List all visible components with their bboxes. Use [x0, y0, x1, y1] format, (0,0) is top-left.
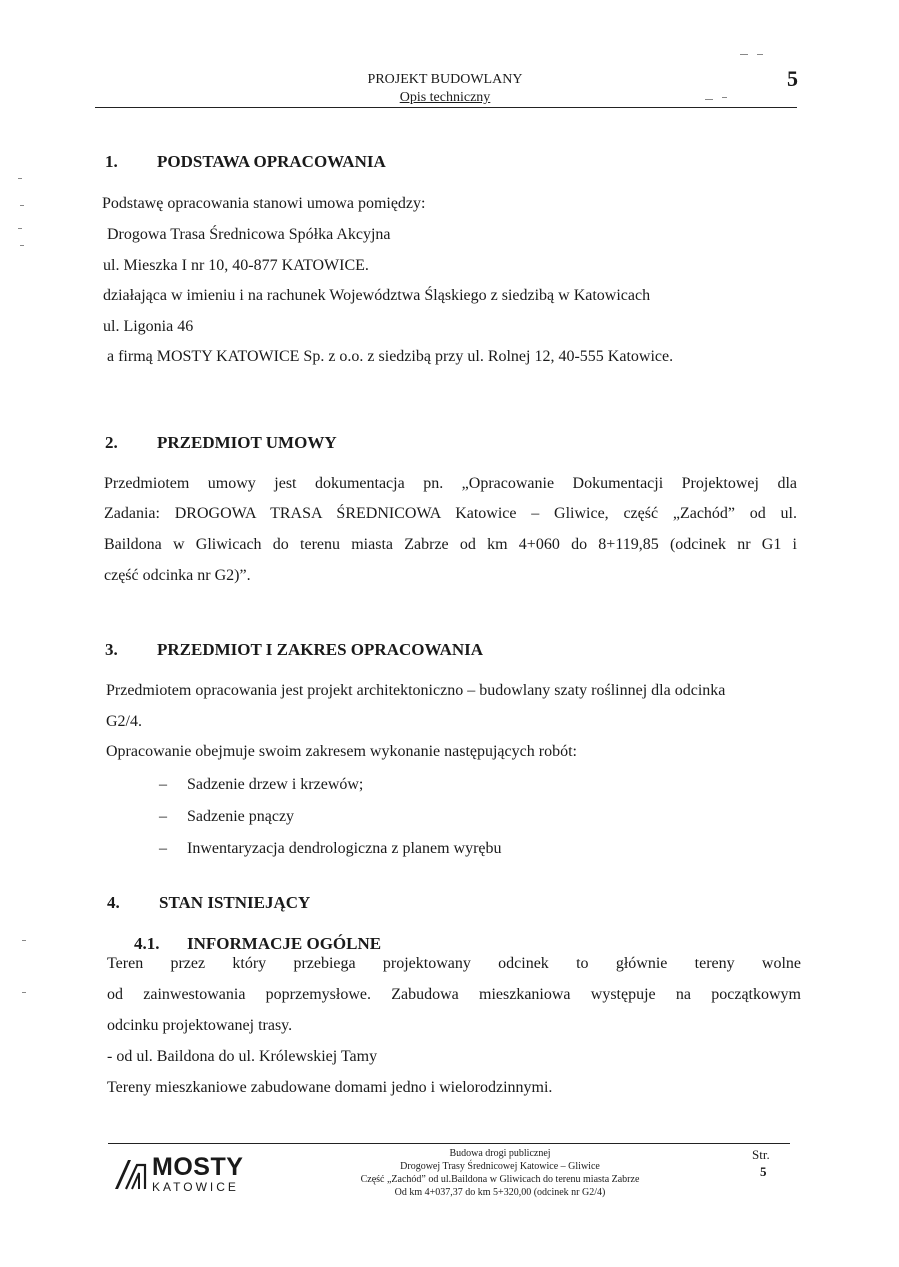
- logo-text: [152, 1155, 243, 1193]
- logo-sub-text: KATOWICE: [152, 1180, 239, 1194]
- section2-title: PRZEDMIOT UMOWY: [157, 433, 337, 452]
- footer-rule: [108, 1143, 790, 1144]
- section4-sub-number: 4.1.: [134, 934, 160, 953]
- scan-mark: [757, 54, 763, 55]
- mosty-logo-icon: [112, 1156, 148, 1192]
- scan-mark: [20, 245, 24, 246]
- section3-number: 3.: [105, 640, 118, 659]
- section3-line-3: Opracowanie obejmuje swoim zakresem wykonanie następujących robót:: [106, 743, 577, 760]
- footer-str-label: Str.: [752, 1147, 770, 1162]
- section4-subheading: [134, 934, 381, 954]
- section2-line-3: Baildona w Gliwicach do terenu miasta Zabrze od km 4+060 do 8+119,85 (odcinek nr G1 i: [104, 536, 797, 553]
- section1-heading: [105, 152, 386, 172]
- section4-title: STAN ISTNIEJĄCY: [159, 893, 311, 912]
- section3-list-item: [159, 776, 363, 794]
- scan-mark: [18, 178, 22, 179]
- section3-line-2: G2/4.: [106, 713, 142, 730]
- section2-heading: [105, 433, 337, 453]
- section4-line-2: od zainwestowania poprzemysłowe. Zabudowa mieszkaniowa występuje na początkowym: [107, 986, 801, 1003]
- footer-line-2: Drogowej Trasy Średnicowej Katowice – Gliwice: [400, 1161, 600, 1172]
- section4-line-5: Tereny mieszkaniowe zabudowane domami jedno i wielorodzinnymi.: [107, 1079, 553, 1096]
- section2-line-4: część odcinka nr G2)”.: [104, 567, 251, 584]
- section3-title: PRZEDMIOT I ZAKRES OPRACOWANIA: [157, 640, 484, 659]
- header-subtitle: Opis techniczny: [399, 90, 491, 105]
- scan-mark: [22, 992, 26, 993]
- scan-mark: [740, 54, 748, 55]
- scan-mark: [722, 97, 727, 98]
- section3-item-2: Sadzenie pnączy: [187, 808, 295, 825]
- section1-line-2: Drogowa Trasa Średnicowa Spółka Akcyjna: [107, 226, 391, 243]
- company-logo: [112, 1155, 243, 1193]
- section4-number: 4.: [107, 893, 120, 912]
- section4-line-3: odcinku projektowanej trasy.: [107, 1017, 293, 1034]
- section2-number: 2.: [105, 433, 118, 452]
- section3-list-item: [159, 808, 294, 826]
- bullet-dash: –: [159, 840, 167, 857]
- section1-line-3: ul. Mieszka I nr 10, 40-877 KATOWICE.: [103, 257, 369, 274]
- scan-mark: [18, 228, 22, 229]
- section1-line-5: ul. Ligonia 46: [103, 318, 194, 335]
- logo-main-text: MOSTY: [152, 1153, 244, 1181]
- header-title: PROJEKT BUDOWLANY: [367, 72, 523, 87]
- section2-line-2: Zadania: DROGOWA TRASA ŚREDNICOWA Katowice – Gliwice, część „Zachód” od ul.: [104, 505, 797, 522]
- section3-item-3: Inwentaryzacja dendrologiczna z planem wyrębu: [187, 840, 502, 857]
- section1-title: PODSTAWA OPRACOWANIA: [157, 152, 386, 171]
- scan-mark: [705, 99, 713, 100]
- section2-line-1: Przedmiotem umowy jest dokumentacja pn. „Opracowanie Dokumentacji Projektowej dla: [104, 475, 797, 492]
- scan-mark: [20, 205, 24, 206]
- bullet-dash: –: [159, 808, 167, 825]
- header-rule: [95, 107, 797, 108]
- section1-line-4: działająca w imieniu i na rachunek Województwa Śląskiego z siedzibą w Katowicach: [103, 287, 651, 304]
- bullet-dash: –: [159, 776, 167, 793]
- header-page-number: 5: [787, 66, 798, 91]
- section4-heading: [107, 893, 310, 913]
- footer-line-4: Od km 4+037,37 do km 5+320,00 (odcinek nr G2/4): [394, 1187, 606, 1198]
- section1-number: 1.: [105, 152, 118, 171]
- section3-item-1: Sadzenie drzew i krzewów;: [187, 776, 364, 793]
- footer-line-3: Część „Zachód” od ul.Baildona w Gliwicach do terenu miasta Zabrze: [360, 1174, 640, 1185]
- section3-list-item: [159, 840, 502, 858]
- footer-page-number: 5: [760, 1164, 767, 1179]
- scan-mark: [22, 940, 26, 941]
- section1-line-1: Podstawę opracowania stanowi umowa pomiędzy:: [102, 195, 426, 212]
- footer-line-1: Budowa drogi publicznej: [449, 1148, 551, 1159]
- section4-sub-title: INFORMACJE OGÓLNE: [187, 934, 382, 953]
- section4-line-4: - od ul. Baildona do ul. Królewskiej Tamy: [107, 1048, 378, 1065]
- section1-line-6: a firmą MOSTY KATOWICE Sp. z o.o. z siedzibą przy ul. Rolnej 12, 40-555 Katowice.: [107, 348, 674, 365]
- section3-line-1: Przedmiotem opracowania jest projekt architektoniczno – budowlany szaty roślinnej dla odcinka: [106, 682, 726, 699]
- section4-line-1: Teren przez który przebiega projektowany odcinek to głównie tereny wolne: [107, 955, 801, 972]
- section3-heading: [105, 640, 483, 660]
